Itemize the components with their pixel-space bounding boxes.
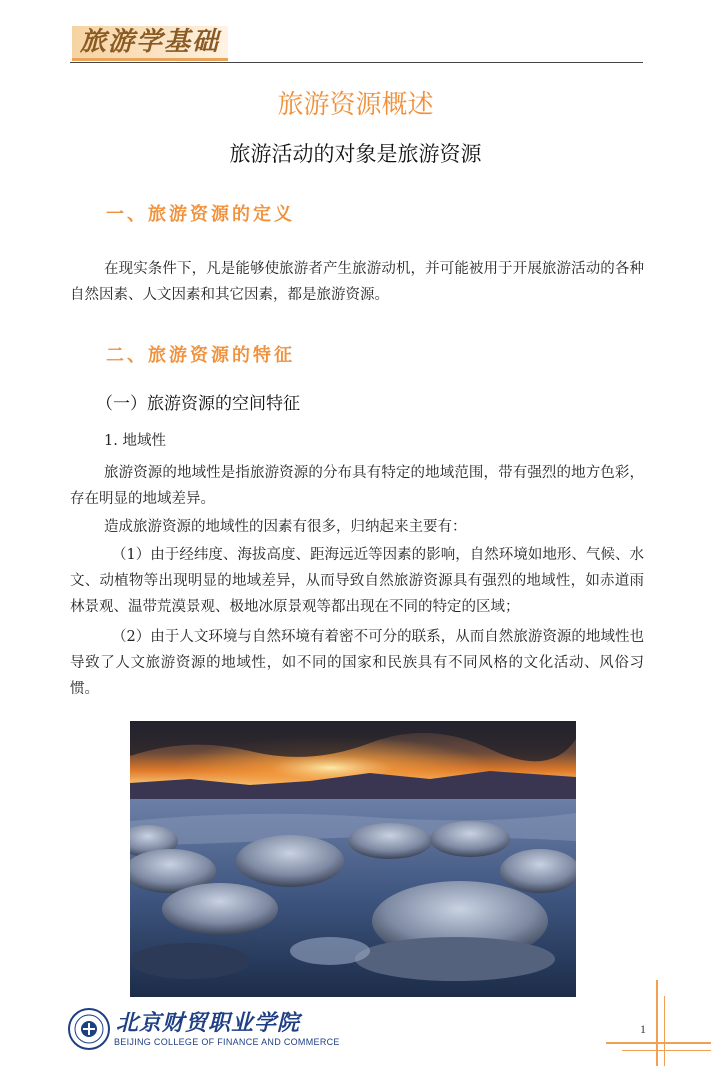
corner-ornament-vertical: [656, 980, 658, 1066]
college-logo: [68, 1008, 110, 1050]
paragraph-natural: （1）由于经纬度、海拔高度、距海远近等因素的影响，自然环境如地形、气候、水文、动植物等出现明显的地域差异，从而导致自然旅游资源具有强烈的地域性，如赤道雨林景观、温带荒漠景观、极地冰原景观等都出现在不同的特定的区域；: [70, 547, 644, 615]
paragraph-cultural: （2）由于人文环境与自然环境有着密不可分的联系，从而自然旅游资源的地域性也导致了人文旅游资源的地域性，如不同的国家和民族具有不同风格的文化活动、风俗习惯。: [70, 629, 644, 697]
definition-paragraph: 在现实条件下，凡是能够使旅游者产生旅游动机，并可能被用于开展旅游活动的各种自然因素、人文因素和其它因素，都是旅游资源。: [70, 261, 644, 303]
college-name-cn: 北京财贸职业学院: [116, 1010, 301, 1036]
page-number: 1: [640, 1022, 646, 1036]
item-title: 1. 地域性: [104, 433, 166, 449]
corner-ornament-horizontal: [606, 1042, 711, 1044]
corner-ornament-vertical-2: [664, 996, 665, 1066]
paragraph-regionality: 旅游资源的地域性是指旅游资源的分布具有特定的地域范围，带有强烈的地方色彩，存在明显的地域差异。: [70, 465, 644, 507]
header-divider: [70, 62, 643, 63]
section-heading-definition: 一、旅游资源的定义: [106, 204, 295, 225]
section-heading-characteristics: 二、旅游资源的特征: [106, 345, 295, 366]
header-title: 旅游学基础: [72, 26, 228, 61]
subsection-heading: （一）旅游资源的空间特征: [96, 394, 300, 414]
page-subtitle: 旅游活动的对象是旅游资源: [229, 142, 482, 166]
corner-ornament-horizontal-2: [622, 1050, 711, 1051]
landscape-photo: [130, 721, 576, 997]
page-title: 旅游资源概述: [277, 90, 434, 120]
paragraph-factors: 造成旅游资源的地域性的因素有很多，归纳起来主要有：: [104, 519, 467, 535]
college-name-en: BEIJING COLLEGE OF FINANCE AND COMMERCE: [114, 1037, 340, 1047]
